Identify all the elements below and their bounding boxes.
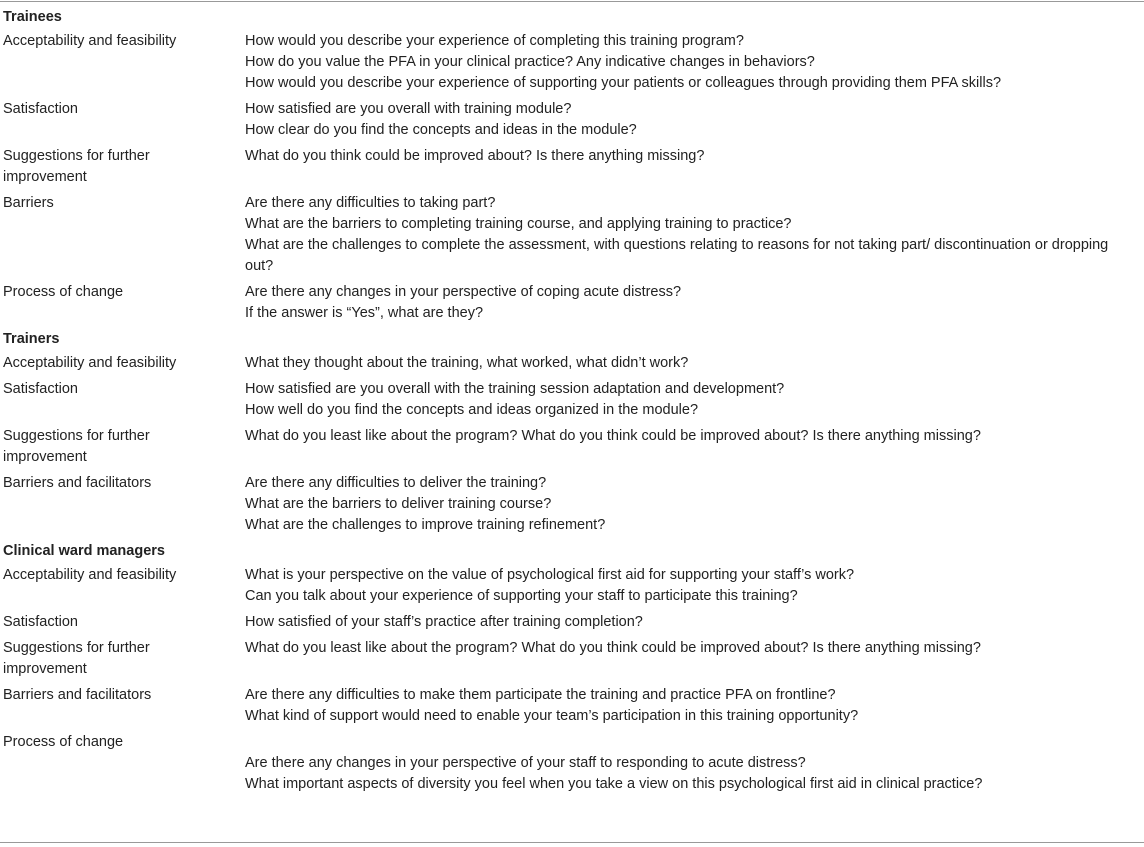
section-heading-clinical-ward-managers: Clinical ward managers (3, 543, 165, 559)
category-cell: Suggestions for further improvement (3, 148, 150, 185)
question-text: How satisfied of your staff’s practice after training completion? (245, 614, 643, 630)
questions-cell (245, 426, 1144, 468)
category-cell: Barriers and facilitators (3, 475, 152, 491)
question-text: What kind of support would need to enable your team’s participation in this training opportunity? (245, 708, 859, 724)
category-cell: Acceptability and feasibility (3, 567, 177, 583)
category-cell: Process of change (3, 284, 124, 300)
questions-cell (245, 99, 1144, 141)
question-text: How satisfied are you overall with training module? (245, 101, 572, 117)
table-row (0, 638, 1144, 680)
question-text: What are the challenges to improve training refinement? (245, 517, 606, 533)
question-text: How would you describe your experience of completing this training program? (245, 33, 744, 49)
table-row (0, 685, 1144, 727)
question-text: What do you least like about the program? What do you think could be improved about? Is there anything missing? (245, 640, 981, 656)
table-bottom-rule (0, 842, 1144, 843)
category-cell: Suggestions for further improvement (3, 640, 150, 677)
questions-cell (245, 282, 1144, 324)
questions-cell (245, 732, 1144, 795)
questions-cell (245, 685, 1144, 727)
category-cell: Acceptability and feasibility (3, 33, 177, 49)
category-cell: Satisfaction (3, 614, 78, 630)
question-text: What are the barriers to deliver training course? (245, 496, 552, 512)
category-cell: Suggestions for further improvement (3, 428, 150, 465)
questions-cell (245, 638, 1144, 680)
question-text: What important aspects of diversity you feel when you take a view on this psychological first aid in clinical practice? (245, 776, 983, 792)
category-cell: Acceptability and feasibility (3, 355, 177, 371)
question-text: What do you think could be improved about? Is there anything missing? (245, 148, 705, 164)
category-cell: Barriers and facilitators (3, 687, 152, 703)
questions-cell (245, 193, 1144, 277)
question-text (245, 732, 1124, 753)
table-row (0, 31, 1144, 94)
category-cell: Process of change (3, 734, 124, 750)
question-text: What they thought about the training, what worked, what didn’t work? (245, 355, 689, 371)
table-row (0, 146, 1144, 188)
table-row (0, 379, 1144, 421)
question-text: How well do you find the concepts and ideas organized in the module? (245, 402, 699, 418)
questions-cell (245, 612, 1144, 633)
question-text: Are there any difficulties to make them participate the training and practice PFA on frontline? (245, 687, 836, 703)
question-text: Are there any difficulties to taking part? (245, 195, 496, 211)
table-row (0, 282, 1144, 324)
table-row (0, 565, 1144, 607)
question-text: Are there any changes in your perspective of coping acute distress? (245, 284, 682, 300)
question-text: How satisfied are you overall with the training session adaptation and development? (245, 381, 785, 397)
table-row (0, 426, 1144, 468)
question-text: What are the barriers to completing training course, and applying training to practice? (245, 216, 792, 232)
questions-cell (245, 473, 1144, 536)
questions-cell (245, 565, 1144, 607)
question-text: What is your perspective on the value of psychological first aid for supporting your staff’s work? (245, 567, 855, 583)
questions-cell (245, 146, 1144, 188)
section-heading-trainees: Trainees (3, 9, 62, 25)
question-text: Are there any changes in your perspective of your staff to responding to acute distress? (245, 755, 806, 771)
question-text: If the answer is “Yes”, what are they? (245, 305, 484, 321)
questions-cell (245, 31, 1144, 94)
question-text: What do you least like about the program? What do you think could be improved about? Is there anything missing? (245, 428, 981, 444)
category-cell: Satisfaction (3, 101, 78, 117)
category-cell: Barriers (3, 195, 54, 211)
category-cell: Satisfaction (3, 381, 78, 397)
question-text: How would you describe your experience of supporting your patients or colleagues through providing them PFA skills? (245, 75, 1002, 91)
table-row (0, 99, 1144, 141)
table-row (0, 353, 1144, 374)
table-top-rule (0, 1, 1144, 2)
question-text: Can you talk about your experience of supporting your staff to participate this training? (245, 588, 798, 604)
question-text: How clear do you find the concepts and ideas in the module? (245, 122, 637, 138)
table-body (0, 7, 1144, 800)
question-text: Are there any difficulties to deliver the training? (245, 475, 547, 491)
section-heading-trainers: Trainers (3, 331, 60, 347)
table-row (0, 732, 1144, 795)
table-row (0, 193, 1144, 277)
questions-cell (245, 353, 1144, 374)
question-text: What are the challenges to complete the assessment, with questions relating to reasons for not taking part/ discontinuation or dropping out? (245, 237, 1109, 274)
questions-cell (245, 379, 1144, 421)
table-row (0, 612, 1144, 633)
table-row (0, 473, 1144, 536)
question-text: How do you value the PFA in your clinical practice? Any indicative changes in behaviors? (245, 54, 815, 70)
